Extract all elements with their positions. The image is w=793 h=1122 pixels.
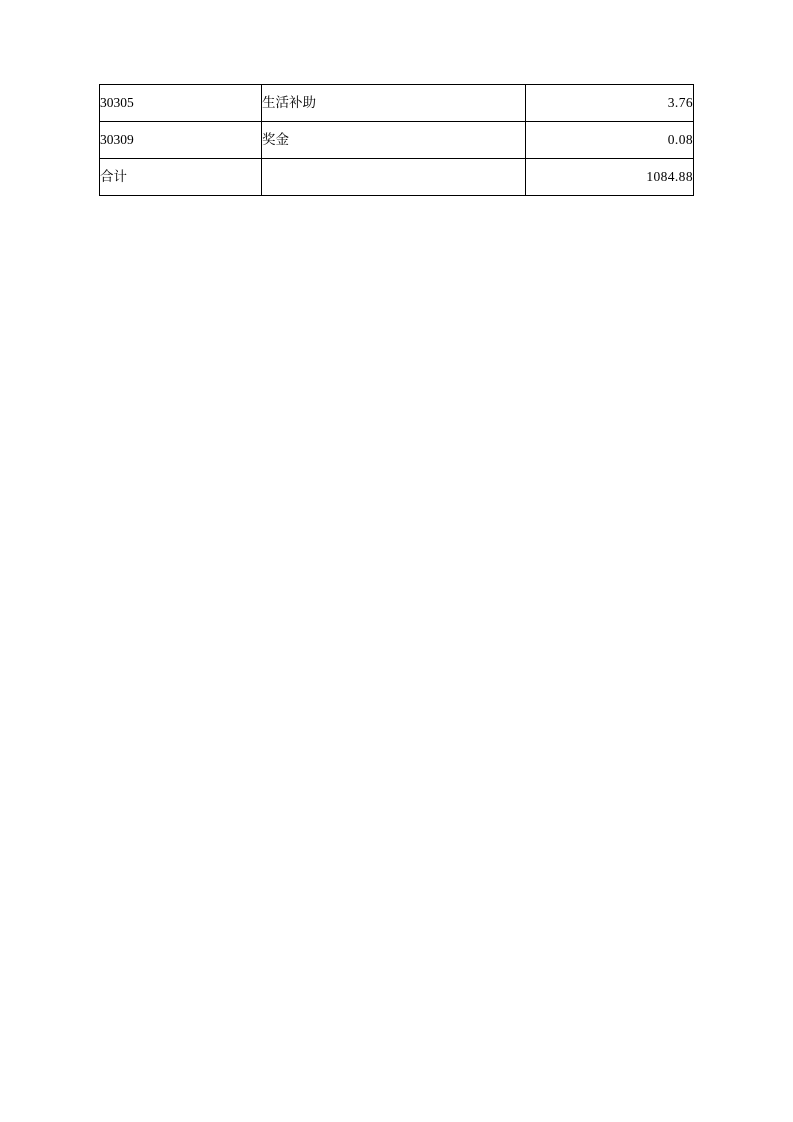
table-body xyxy=(100,85,694,196)
cell-code: 30305 xyxy=(100,85,262,122)
cell-code: 30309 xyxy=(100,122,262,159)
table-row xyxy=(100,85,694,122)
cell-name: 奖金 xyxy=(262,122,526,159)
cell-amount: 0.08 xyxy=(526,122,694,159)
cell-name: 生活补助 xyxy=(262,85,526,122)
budget-expenditure-table xyxy=(99,84,694,196)
cell-total-label: 合计 xyxy=(100,159,262,196)
cell-total-amount: 1084.88 xyxy=(526,159,694,196)
table-row-total xyxy=(100,159,694,196)
cell-empty xyxy=(262,159,526,196)
table-row xyxy=(100,122,694,159)
cell-amount: 3.76 xyxy=(526,85,694,122)
